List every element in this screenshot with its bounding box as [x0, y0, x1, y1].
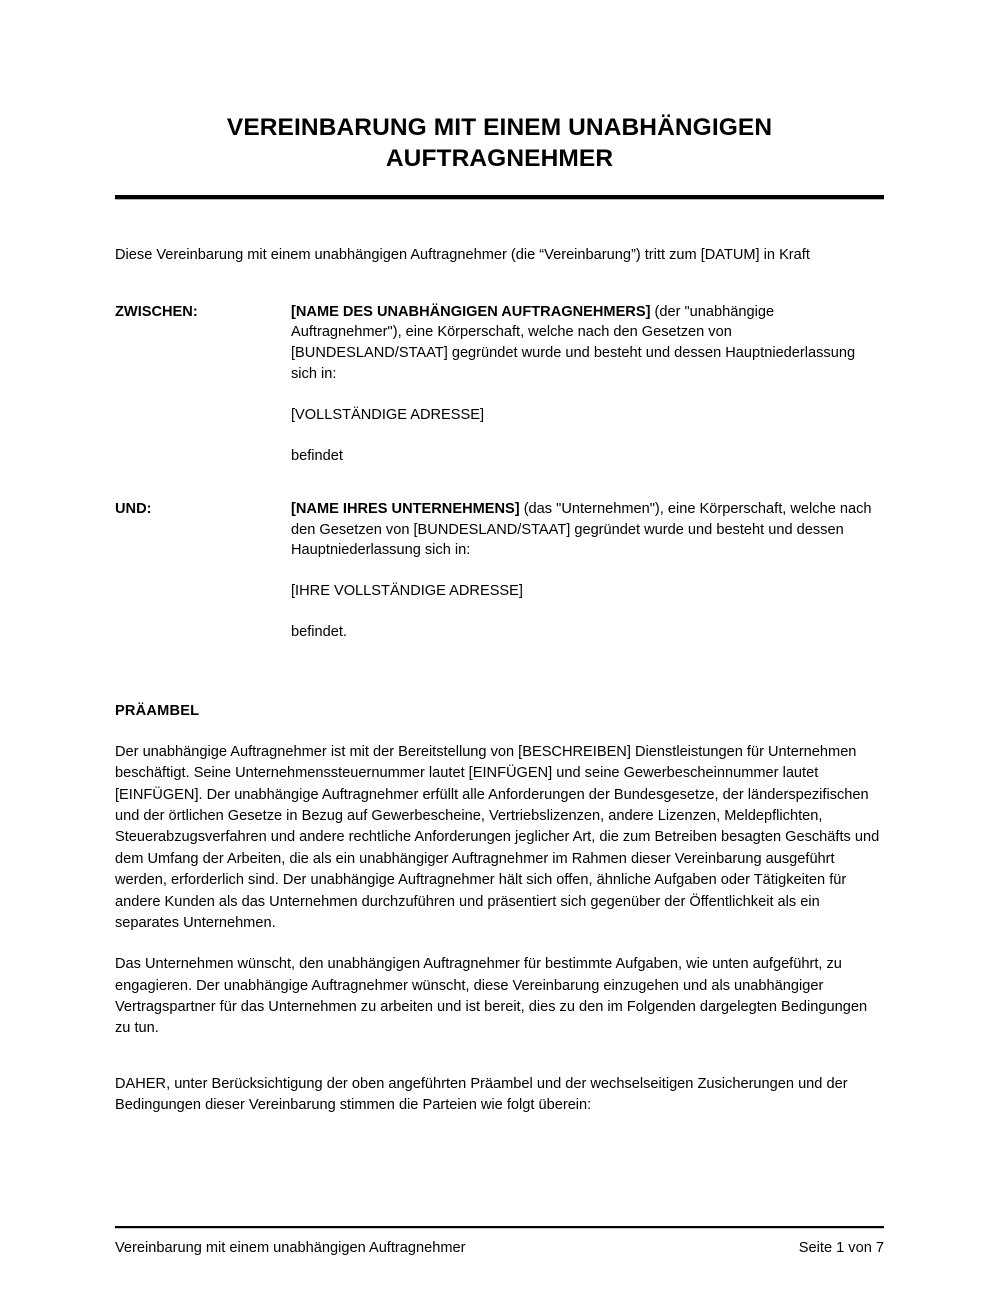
page-title: VEREINBARUNG MIT EINEM UNABHÄNGIGEN AUFTRAGNEHMER [226, 114, 773, 173]
contractor-name-placeholder: [NAME DES UNABHÄNGIGEN AUFTRAGNEHMERS] [291, 303, 651, 320]
party-label-and: UND: [115, 500, 152, 517]
contractor-identification [291, 302, 884, 385]
party-block-company [115, 467, 884, 643]
section-heading-preamble: PRÄAMBEL [115, 703, 200, 720]
company-address-placeholder: [IHRE VOLLSTÄNDIGE ADRESSE] [291, 583, 523, 600]
company-name-placeholder: [NAME IHRES UNTERNEHMENS] [291, 500, 520, 517]
party-details-company [291, 499, 884, 643]
contractor-address-closing: befindet [291, 447, 343, 464]
company-identification [291, 499, 884, 562]
party-details-contractor [291, 302, 884, 467]
preamble-paragraph-2: Das Unternehmen wünscht, den unabhängigen Auftragnehmer für bestimmte Aufgaben, wie unten aufgeführt, zu engagieren. Der unabhängige Auftragnehmer wünscht, diese Vereinbarung einzugehen und als unabhängiger Vertragspartner für das Unternehmen zu arbeiten und ist bereit, dies zu den im Folgenden dargelegten Bedingungen zu tun. [115, 956, 868, 1037]
footer-document-name: Vereinbarung mit einem unabhängigen Auftragnehmer [115, 1239, 466, 1256]
preamble-paragraph-3: DAHER, unter Berücksichtigung der oben angeführten Präambel und der wechselseitigen Zusicherungen und der Bedingungen dieser Vereinbarung stimmen die Parteien wie folgt überein: [115, 1075, 848, 1114]
footer-page-indicator: Seite 1 von 7 [798, 1239, 884, 1256]
preamble-paragraph-1: Der unabhängige Auftragnehmer ist mit der Bereitstellung von [BESCHREIBEN] Dienstleistungen für Unternehmen beschäftigt. Seine Unternehmenssteuernummer lautet [EINFÜGEN] und seine Gewerbescheinnummer lautet [EINFÜGEN]. Der unabhängige Auftragnehmer erfüllt alle Anforderungen der Bundesgesetze, der länderspezifischen und der örtlichen Gesetze in Bezug auf Gewerbescheine, Vertriebslizenzen, andere Lizenzen, Meldepflichten, Steuerabzugsverfahren und andere rechtliche Anforderungen jeglicher Art, die zum Betreiben besagten Geschäfts und dem Umfang der Arbeiten, die als ein unabhängiger Auftragnehmer im Rahmen dieser Vereinbarung ausgeführt werden, erforderlich sind. Der unabhängige Auftragnehmer hält sich offen, ähnliche Aufgaben oder Tätigkeiten für andere Kunden als das Unternehmen durchzuführen und präsentiert sich gegenüber der Öffentlichkeit als ein separates Unternehmen. [115, 743, 880, 931]
page-footer [115, 1226, 884, 1258]
party-block-contractor [115, 266, 884, 467]
agreement-effective-date-text: Diese Vereinbarung mit einem unabhängigen Auftragnehmer (die “Vereinbarung”) tritt zum [DATUM] in Kraft [115, 246, 810, 263]
contractor-description: (der "unabhängige Auftragnehmer"), eine Körperschaft, welche nach den Gesetzen von [BUNDESLAND/STAAT] gegründet wurde und besteht und dessen Hauptniederlassung sich in: [291, 303, 856, 383]
footer-row [115, 1229, 884, 1258]
party-label-between: ZWISCHEN: [115, 303, 198, 320]
company-description: (das "Unternehmen"), eine Körperschaft, welche nach den Gesetzen von [BUNDESLAND/STAAT] gegründet wurde und besteht und dessen Hauptniederlassung sich in: [291, 500, 872, 559]
company-address-closing: befindet. [291, 624, 347, 641]
contractor-address-placeholder: [VOLLSTÄNDIGE ADRESSE] [291, 407, 485, 424]
document-content [115, 0, 884, 1117]
